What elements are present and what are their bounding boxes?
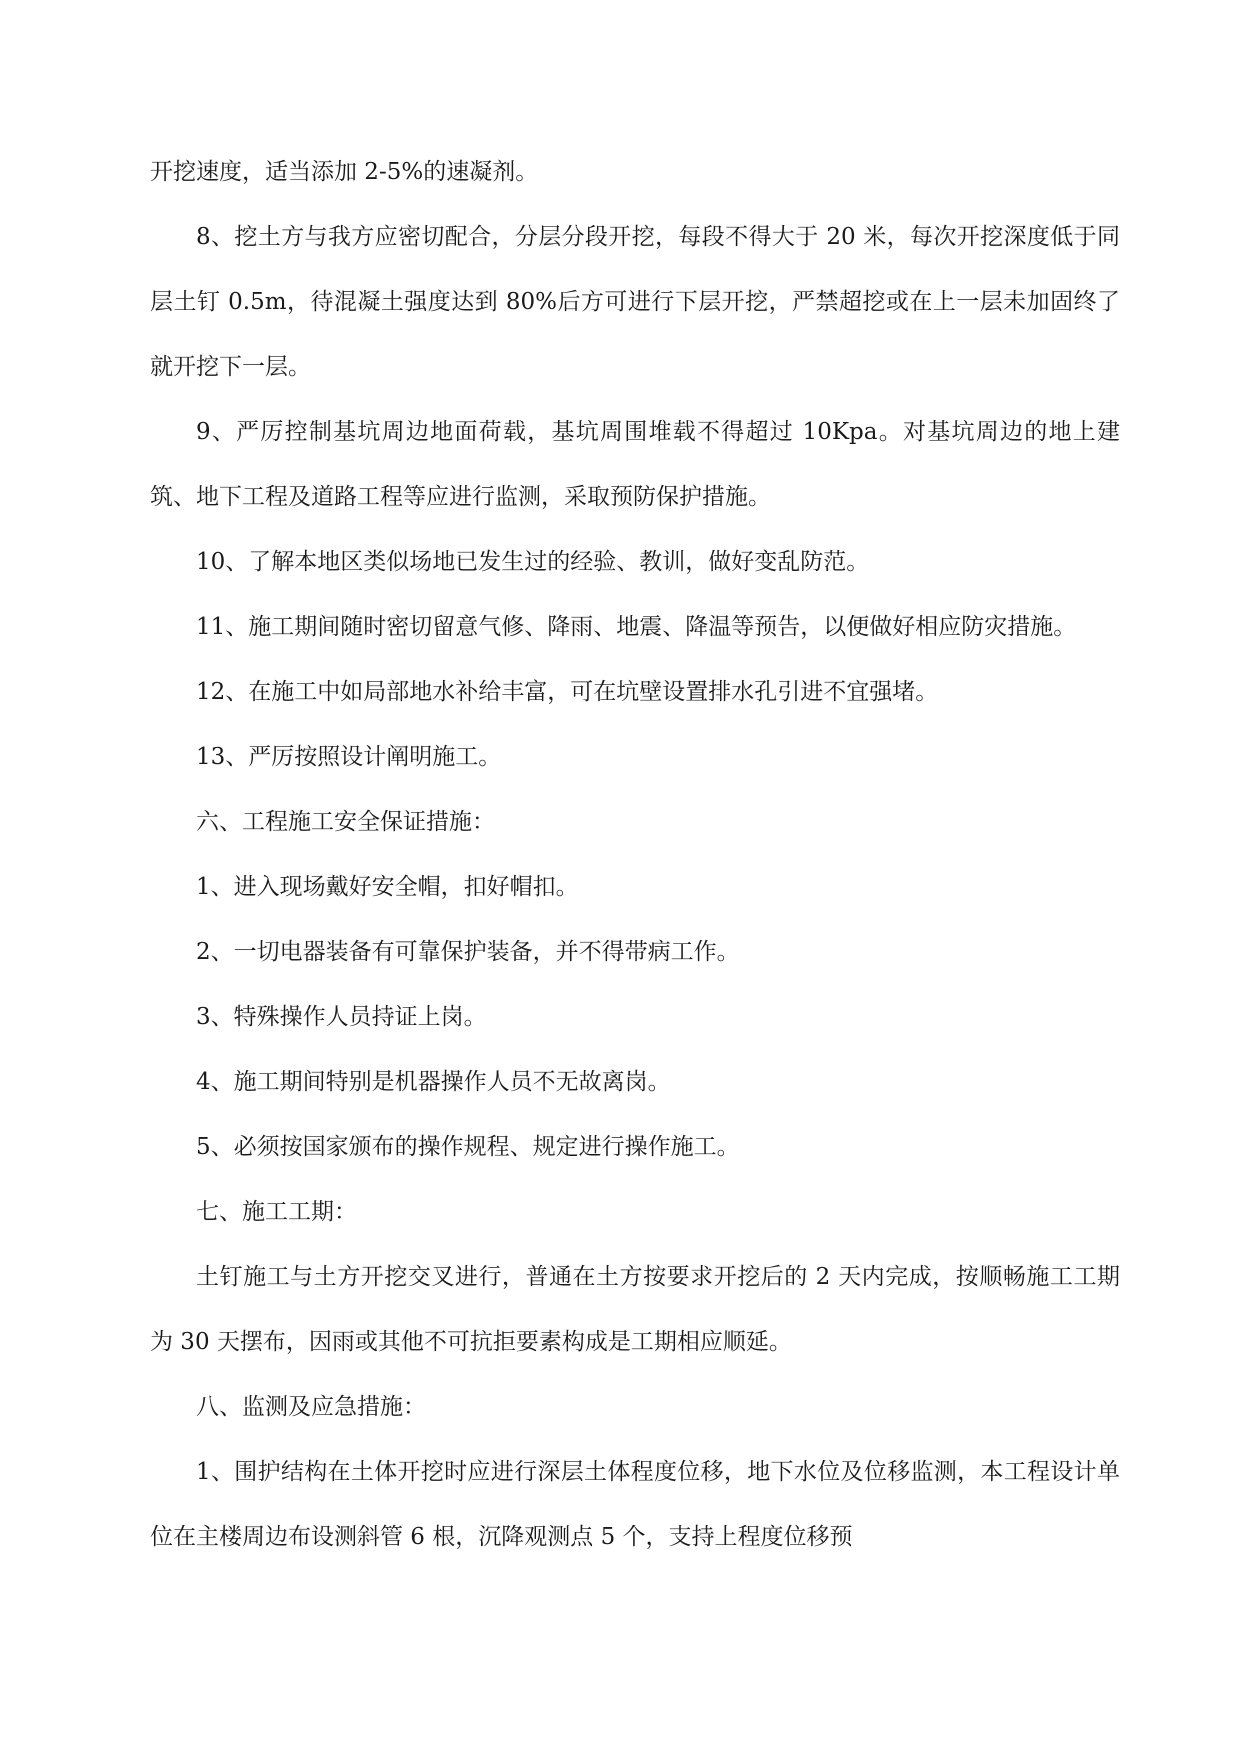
paragraph-item-8: 8、挖土方与我方应密切配合，分层分段开挖，每段不得大于 20 米，每次开挖深度低于同层土钉 0.5m，待混凝土强度达到 80%后方可进行下层开挖，严禁超挖或在上一层未加固终了就开挖下一层。 <box>150 224 1120 380</box>
paragraph-continuation: 开挖速度，适当添加 2-5%的速凝剂。 <box>150 159 539 185</box>
paragraph-item-13: 13、严厉按照设计阐明施工。 <box>196 744 502 770</box>
safety-item-1: 1、进入现场戴好安全帽，扣好帽扣。 <box>196 874 579 900</box>
monitoring-item-1: 1、围护结构在土体开挖时应进行深层土体程度位移，地下水位及位移监测，本工程设计单位在主楼周边布设测斜管 6 根，沉降观测点 5 个，支持上程度位移预 <box>150 1459 1120 1550</box>
paragraph-item-12: 12、在施工中如局部地水补给丰富，可在坑壁设置排水孔引进不宜强堵。 <box>196 679 939 705</box>
safety-item-2: 2、一切电器装备有可靠保护装备，并不得带病工作。 <box>196 939 740 965</box>
paragraph-item-9: 9、严厉控制基坑周边地面荷载，基坑周围堆载不得超过 10Kpa。对基坑周边的地上建筑、地下工程及道路工程等应进行监测，采取预防保护措施。 <box>150 419 1120 510</box>
section-heading-safety: 六、工程施工安全保证措施： <box>196 809 495 835</box>
safety-item-4: 4、施工期间特别是机器操作人员不无故离岗。 <box>196 1069 671 1095</box>
paragraph-item-11: 11、施工期间随时密切留意气修、降雨、地震、降温等预告，以便做好相应防灾措施。 <box>196 614 1077 640</box>
paragraph-item-10: 10、了解本地区类似场地已发生过的经验、教训，做好变乱防范。 <box>196 549 870 575</box>
section-heading-monitoring: 八、监测及应急措施： <box>196 1394 426 1420</box>
safety-item-5: 5、必须按国家颁布的操作规程、规定进行操作施工。 <box>196 1134 740 1160</box>
schedule-paragraph: 土钉施工与土方开挖交叉进行，普通在土方按要求开挖后的 2 天内完成，按顺畅施工工期为 30 天摆布，因雨或其他不可抗拒要素构成是工期相应顺延。 <box>150 1264 1120 1355</box>
document-body <box>150 140 1120 1570</box>
safety-item-3: 3、特殊操作人员持证上岗。 <box>196 1004 487 1030</box>
section-heading-schedule: 七、施工工期： <box>196 1199 357 1225</box>
